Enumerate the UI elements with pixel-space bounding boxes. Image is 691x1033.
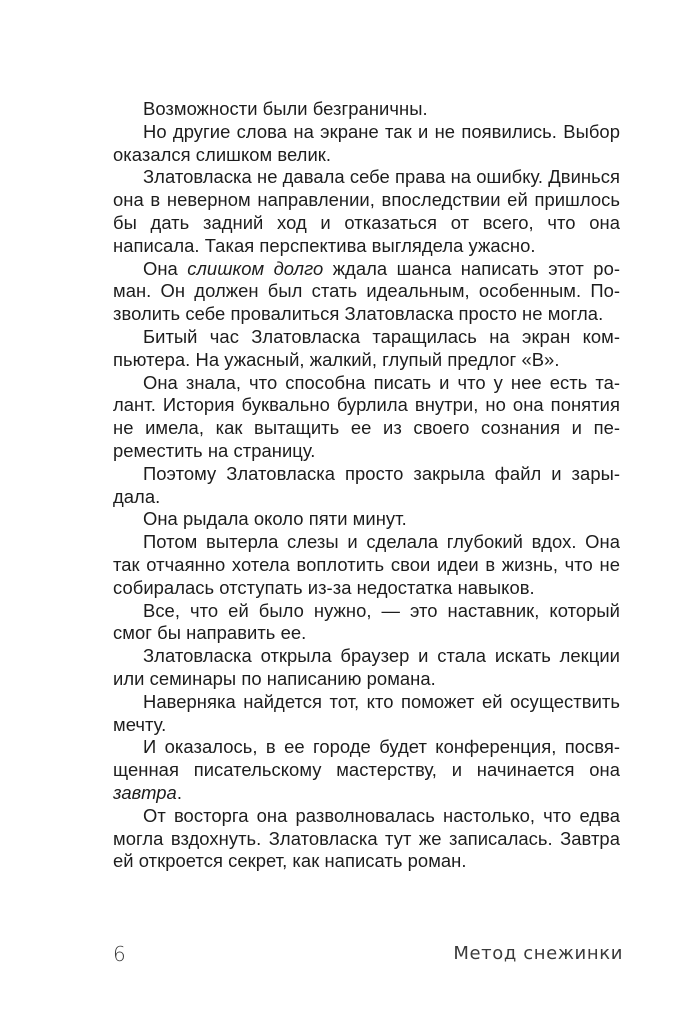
- emphasized-text: завтра: [113, 781, 177, 803]
- paragraph-text: ждала шанса написать этот роман. Он должен был стать идеальным, особенным. Позволить себе провалиться Златовласка просто не могла.: [113, 257, 620, 325]
- paragraph: Поэтому Златовласка просто закрыла файл и зарыдала.: [113, 462, 620, 507]
- paragraph: От восторга она разволновалась настолько, что едва могла вздохнуть. Златовласка тут же записалась. Завтра ей откроется секрет, как написать роман.: [113, 804, 620, 872]
- running-title: Метод снежинки: [453, 943, 623, 964]
- paragraph: Возможности были безграничны.: [143, 98, 428, 119]
- paragraph-with-emphasis: [113, 736, 620, 804]
- paragraph: Она знала, что способна писать и что у нее есть талант. История буквально бурлила внутри, но она понятия не имела, как вытащить ее из своего сознания и переместить на страницу.: [113, 371, 620, 461]
- emphasized-text: слишком долго: [187, 257, 324, 279]
- paragraph-with-emphasis: [113, 258, 620, 326]
- paragraph-text: Она: [143, 257, 188, 279]
- page-number: 6: [113, 942, 126, 966]
- paragraph: Она рыдала около пяти минут.: [143, 508, 407, 530]
- paragraph: Наверняка найдется тот, кто поможет ей осуществить мечту.: [113, 690, 620, 735]
- paragraph-text: И оказалось, в ее городе будет конференция, посвященная писательскому мастерству, и начинается она: [113, 736, 620, 781]
- paragraph-text: .: [176, 781, 183, 803]
- paragraph: Битый час Златовласка таращилась на экран компьютера. На ужасный, жалкий, глупый предлог «В».: [113, 325, 620, 370]
- page-footer: [113, 940, 623, 968]
- paragraph: Златовласка не давала себе права на ошибку. Двинься она в неверном направлении, впоследствии ей пришлось бы дать задний ход и отказаться от всего, что она написала. Такая перспектива выглядела ужасно.: [113, 166, 620, 256]
- paragraph: Все, что ей было нужно, — это наставник, который смог бы направить ее.: [113, 599, 620, 644]
- paragraph: Но другие слова на экране так и не появились. Выбор оказался слишком велик.: [113, 120, 620, 165]
- paragraph: Златовласка открыла браузер и стала искать лекции или семинары по написанию романа.: [113, 645, 620, 689]
- body-text: [113, 98, 620, 873]
- paragraph: Потом вытерла слезы и сделала глубокий вдох. Она так отчаянно хотела воплотить свои идеи в жизнь, что не собиралась отступать из-за недостатка навыков.: [113, 531, 620, 598]
